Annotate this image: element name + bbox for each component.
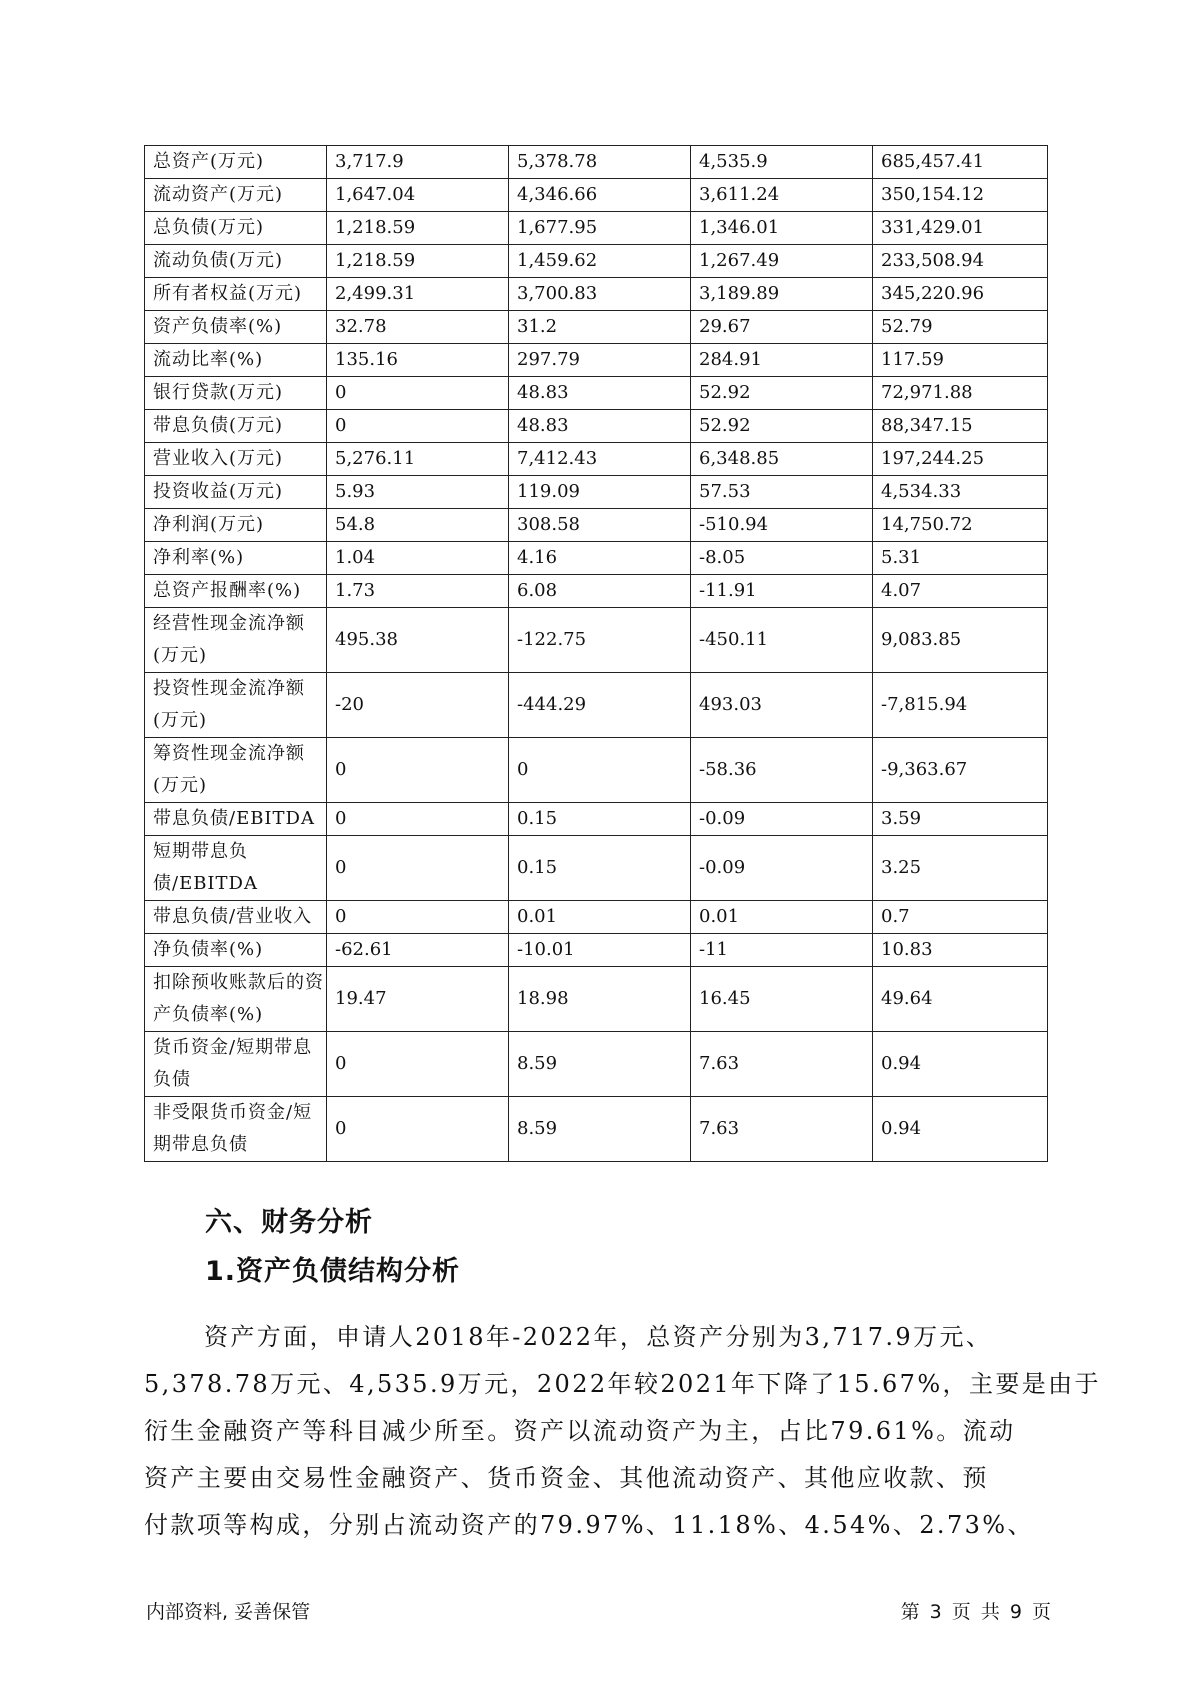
table-row — [145, 344, 1048, 377]
paragraph-line: 资产主要由交易性金融资产、货币资金、其他流动资产、其他应收款、预 — [144, 1464, 989, 1492]
footer-confidential-note: 内部资料, 妥善保管 — [146, 1601, 311, 1623]
paragraph-line: 付款项等构成，分别占流动资产的79.97%、11.18%、4.54%、2.73%、 — [144, 1511, 1034, 1539]
table-cell: -20 — [327, 673, 509, 738]
table-cell: 0 — [327, 803, 509, 836]
table-row — [145, 245, 1048, 278]
table-cell: 5.93 — [327, 476, 509, 509]
table-cell: 0 — [327, 901, 509, 934]
paragraph-line: 资产方面，申请人2018年-2022年，总资产分别为3,717.9万元、 — [204, 1323, 993, 1351]
table-cell: 14,750.72 — [873, 509, 1048, 542]
table-cell: 0.01 — [691, 901, 873, 934]
footer-page-number: 第 3 页 共 9 页 — [900, 1601, 1051, 1623]
table-row — [145, 212, 1048, 245]
table-cell: 495.38 — [327, 608, 509, 673]
table-row — [145, 967, 1048, 1032]
table-row — [145, 443, 1048, 476]
table-cell: 0.94 — [873, 1097, 1048, 1162]
table-cell: 52.79 — [873, 311, 1048, 344]
table-cell: 1.73 — [327, 575, 509, 608]
row-label: 投资收益(万元) — [145, 476, 327, 509]
table-cell: 5,378.78 — [509, 146, 691, 179]
table-body — [145, 146, 1048, 1162]
table-cell: 0.01 — [509, 901, 691, 934]
table-cell: -11 — [691, 934, 873, 967]
table-row — [145, 278, 1048, 311]
table-cell: 48.83 — [509, 377, 691, 410]
table-row — [145, 1032, 1048, 1097]
table-row — [145, 410, 1048, 443]
table-cell: 233,508.94 — [873, 245, 1048, 278]
table-cell: 0 — [327, 1097, 509, 1162]
table-cell: 0.15 — [509, 803, 691, 836]
table-row — [145, 575, 1048, 608]
table-cell: -0.09 — [691, 836, 873, 901]
table-cell: 0 — [327, 1032, 509, 1097]
table-cell: 16.45 — [691, 967, 873, 1032]
table-row — [145, 1097, 1048, 1162]
table-cell: 29.67 — [691, 311, 873, 344]
table-cell: 0 — [327, 738, 509, 803]
table-cell: 57.53 — [691, 476, 873, 509]
table-row — [145, 476, 1048, 509]
row-label: 非受限货币资金/短期带息负债 — [145, 1097, 327, 1162]
table-cell: -11.91 — [691, 575, 873, 608]
row-label: 短期带息负债/EBITDA — [145, 836, 327, 901]
table-cell: 3.59 — [873, 803, 1048, 836]
table-cell: 1,647.04 — [327, 179, 509, 212]
table-cell: 3,611.24 — [691, 179, 873, 212]
table-row — [145, 377, 1048, 410]
table-cell: 4.16 — [509, 542, 691, 575]
table-cell: 1,459.62 — [509, 245, 691, 278]
table-cell: 88,347.15 — [873, 410, 1048, 443]
table-row — [145, 608, 1048, 673]
row-label: 货币资金/短期带息负债 — [145, 1032, 327, 1097]
table-cell: 0.94 — [873, 1032, 1048, 1097]
table-cell: 117.59 — [873, 344, 1048, 377]
table-cell: 7,412.43 — [509, 443, 691, 476]
table-row — [145, 146, 1048, 179]
table-cell: 685,457.41 — [873, 146, 1048, 179]
table-cell: 2,499.31 — [327, 278, 509, 311]
table-cell: 308.58 — [509, 509, 691, 542]
table-cell: 119.09 — [509, 476, 691, 509]
table-cell: 493.03 — [691, 673, 873, 738]
table-cell: 0.7 — [873, 901, 1048, 934]
table-cell: -122.75 — [509, 608, 691, 673]
table-cell: 297.79 — [509, 344, 691, 377]
table-cell: 7.63 — [691, 1032, 873, 1097]
table-cell: 135.16 — [327, 344, 509, 377]
table-cell: 48.83 — [509, 410, 691, 443]
row-label: 所有者权益(万元) — [145, 278, 327, 311]
table-cell: 284.91 — [691, 344, 873, 377]
row-label: 总资产(万元) — [145, 146, 327, 179]
row-label: 银行贷款(万元) — [145, 377, 327, 410]
section-heading: 六、财务分析 — [205, 1207, 373, 1238]
table-cell: -444.29 — [509, 673, 691, 738]
table-cell: 31.2 — [509, 311, 691, 344]
table-cell: 0 — [327, 836, 509, 901]
table-cell: 49.64 — [873, 967, 1048, 1032]
table-row — [145, 311, 1048, 344]
table-cell: 6,348.85 — [691, 443, 873, 476]
row-label: 净负债率(%) — [145, 934, 327, 967]
table-cell: -62.61 — [327, 934, 509, 967]
table-cell: 3.25 — [873, 836, 1048, 901]
row-label: 营业收入(万元) — [145, 443, 327, 476]
table-cell: 1,267.49 — [691, 245, 873, 278]
row-label: 净利润(万元) — [145, 509, 327, 542]
table-cell: 0 — [509, 738, 691, 803]
table-row — [145, 836, 1048, 901]
table-row — [145, 673, 1048, 738]
row-label: 资产负债率(%) — [145, 311, 327, 344]
table-cell: 1.04 — [327, 542, 509, 575]
table-row — [145, 179, 1048, 212]
table-cell: 1,677.95 — [509, 212, 691, 245]
table-cell: -0.09 — [691, 803, 873, 836]
row-label: 投资性现金流净额(万元) — [145, 673, 327, 738]
table-cell: -7,815.94 — [873, 673, 1048, 738]
table-cell: 4.07 — [873, 575, 1048, 608]
table-cell: 3,700.83 — [509, 278, 691, 311]
table-cell: 52.92 — [691, 410, 873, 443]
table-cell: 3,189.89 — [691, 278, 873, 311]
table-cell: 350,154.12 — [873, 179, 1048, 212]
table-cell: -9,363.67 — [873, 738, 1048, 803]
row-label: 带息负债/营业收入 — [145, 901, 327, 934]
table-row — [145, 542, 1048, 575]
table-row — [145, 803, 1048, 836]
table-row — [145, 509, 1048, 542]
row-label: 筹资性现金流净额(万元) — [145, 738, 327, 803]
analysis-paragraph — [144, 1314, 1101, 1549]
table-cell: -8.05 — [691, 542, 873, 575]
row-label: 流动负债(万元) — [145, 245, 327, 278]
table-cell: 345,220.96 — [873, 278, 1048, 311]
row-label: 经营性现金流净额(万元) — [145, 608, 327, 673]
table-cell: -450.11 — [691, 608, 873, 673]
table-cell: 52.92 — [691, 377, 873, 410]
table-row — [145, 901, 1048, 934]
table-cell: 19.47 — [327, 967, 509, 1032]
table-cell: -58.36 — [691, 738, 873, 803]
row-label: 扣除预收账款后的资产负债率(%) — [145, 967, 327, 1032]
table-cell: 5.31 — [873, 542, 1048, 575]
table-cell: 4,534.33 — [873, 476, 1048, 509]
table-cell: 72,971.88 — [873, 377, 1048, 410]
table-cell: 197,244.25 — [873, 443, 1048, 476]
table-cell: 0 — [327, 410, 509, 443]
table-cell: 10.83 — [873, 934, 1048, 967]
table-cell: 4,535.9 — [691, 146, 873, 179]
table-cell: 32.78 — [327, 311, 509, 344]
table-cell: 1,218.59 — [327, 212, 509, 245]
table-row — [145, 738, 1048, 803]
table-cell: 0.15 — [509, 836, 691, 901]
table-cell: 8.59 — [509, 1032, 691, 1097]
row-label: 净利率(%) — [145, 542, 327, 575]
row-label: 带息负债/EBITDA — [145, 803, 327, 836]
paragraph-line: 衍生金融资产等科目减少所至。资产以流动资产为主，占比79.61%。流动 — [144, 1417, 1016, 1445]
subsection-heading: 1.资产负债结构分析 — [205, 1256, 461, 1287]
table-row — [145, 934, 1048, 967]
table-cell: 1,218.59 — [327, 245, 509, 278]
row-label: 总资产报酬率(%) — [145, 575, 327, 608]
table-cell: 3,717.9 — [327, 146, 509, 179]
table-cell: -10.01 — [509, 934, 691, 967]
table-cell: 8.59 — [509, 1097, 691, 1162]
paragraph-line: 5,378.78万元、4,535.9万元，2022年较2021年下降了15.67%，主要是由于 — [144, 1370, 1101, 1398]
row-label: 总负债(万元) — [145, 212, 327, 245]
table-cell: 18.98 — [509, 967, 691, 1032]
table-cell: 5,276.11 — [327, 443, 509, 476]
table-cell: 54.8 — [327, 509, 509, 542]
financial-indicators-table — [144, 145, 1048, 1162]
table-cell: 0 — [327, 377, 509, 410]
table-cell: 9,083.85 — [873, 608, 1048, 673]
table-cell: 7.63 — [691, 1097, 873, 1162]
row-label: 流动比率(%) — [145, 344, 327, 377]
row-label: 流动资产(万元) — [145, 179, 327, 212]
table-cell: -510.94 — [691, 509, 873, 542]
row-label: 带息负债(万元) — [145, 410, 327, 443]
table-cell: 4,346.66 — [509, 179, 691, 212]
table-cell: 1,346.01 — [691, 212, 873, 245]
table-cell: 331,429.01 — [873, 212, 1048, 245]
table-cell: 6.08 — [509, 575, 691, 608]
